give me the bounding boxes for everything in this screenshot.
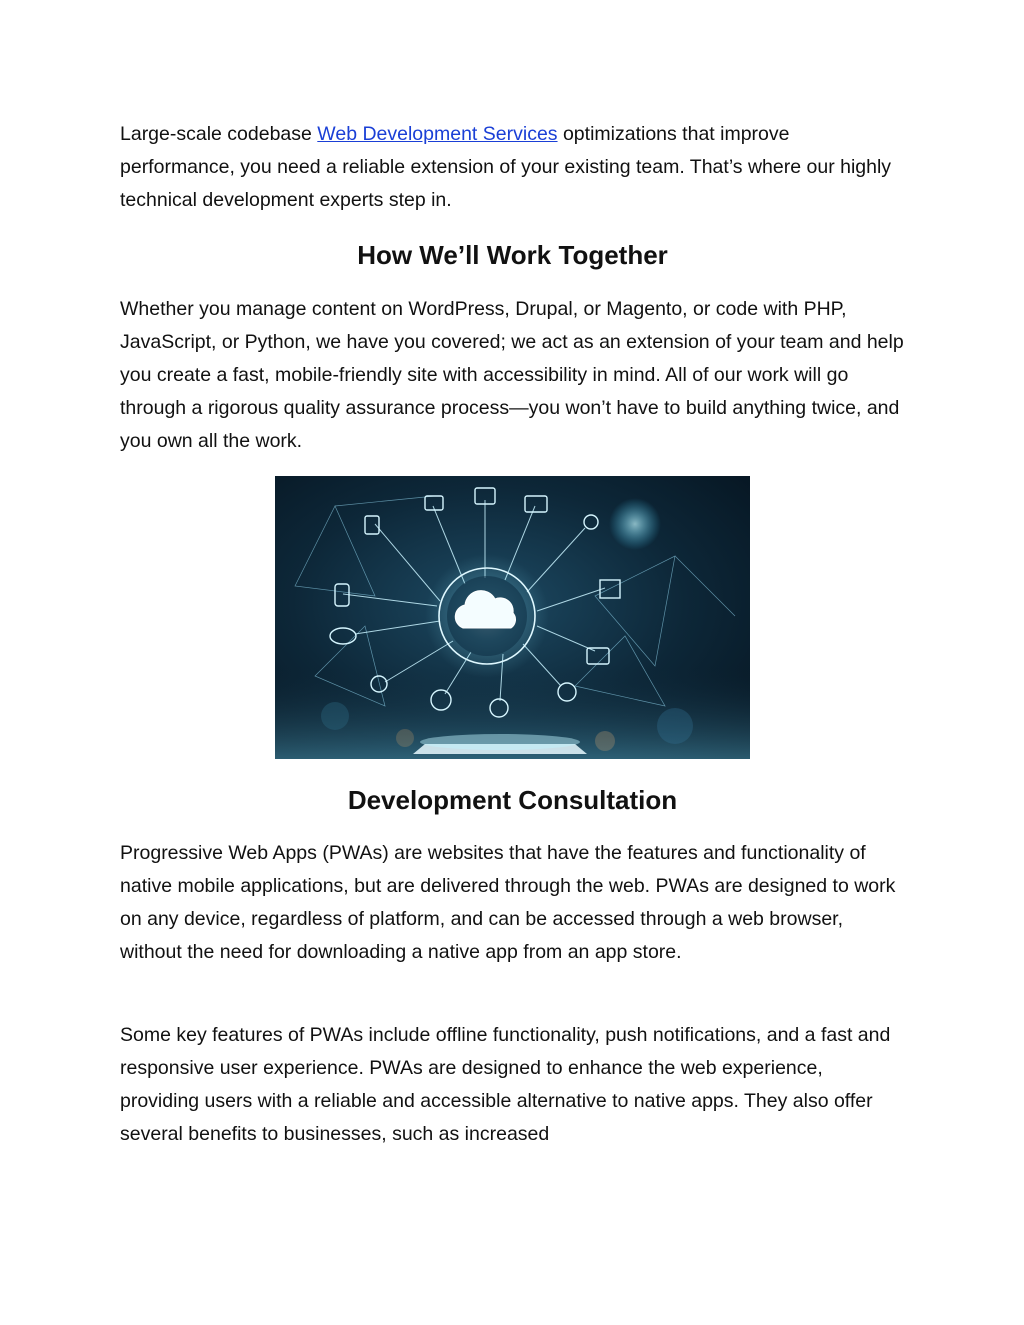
cloud-network-icon [275,476,750,759]
intro-text-before: Large-scale codebase [120,123,318,145]
intro-text-after: optimizations that improve performance, you need a reliable extension of your existing team. That’s where our highly technical development experts step in. [120,123,892,211]
work-together-paragraph: Whether you manage content on WordPress, Drupal, or Magento, or code with PHP, JavaScript, or Python, we have you covered; we act as an extension of your team and help you create a fast, mobile-friendly site with accessibility in mind. All of our work will go through a rigorous quality assurance process—you won’t have to build anything twice, and you own all the work. [120,298,904,452]
intro-paragraph [120,118,905,217]
heading-how-we-work: How We’ll Work Together [357,240,668,270]
pwa-paragraph-2: Some key features of PWAs include offline functionality, push notifications, and a fast and responsive user experience. PWAs are designed to enhance the web experience, providing users with a reliable and accessible alternative to native apps. They also offer several benefits to businesses, such as increased [120,1024,891,1145]
pwa-paragraph-1: Progressive Web Apps (PWAs) are websites that have the features and functionality of native mobile applications, but are delivered through the web. PWAs are designed to work on any device, regardless of platform, and can be accessed through a web browser, without the need for downloading a native app from an app store. [120,842,896,963]
web-development-services-link[interactable]: Web Development Services [317,123,558,145]
cloud-network-image [275,476,750,759]
heading-development-consultation: Development Consultation [347,785,678,815]
